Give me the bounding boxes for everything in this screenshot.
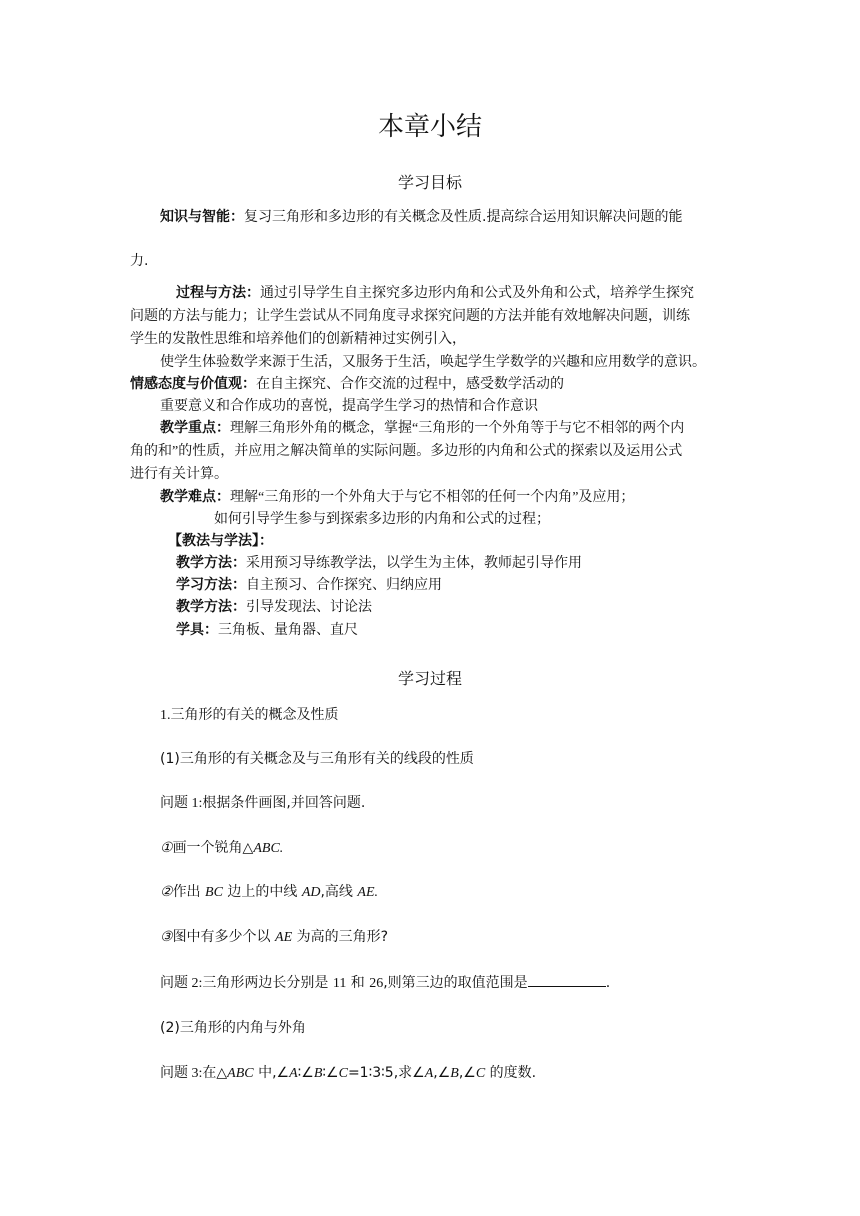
part-c-var-1: AE [275,930,293,945]
part-c-text-2: 为高的三角形? [292,929,389,945]
question-1-text: 根据条件画图,并回答问题. [202,795,366,811]
key-line-3: 进行有关计算。 [130,467,228,482]
question-3-var-3: B [313,1066,323,1081]
item-1 [160,705,339,726]
part-b-var-1: BC [205,885,223,900]
tools-line [176,621,358,641]
question-3-var-7: C [475,1066,486,1081]
key-label: 教学重点： [160,421,230,436]
process-line-3: 学生的发散性思维和培养他们的创新精神过实例引入， [130,332,466,347]
question-3-text-1: 在△ [202,1065,228,1081]
part-a-text: 画一个锐角△ [172,840,254,856]
knowledge-text: 复习三角形和多边形的有关概念及性质.提高综合运用知识解决问题的能 [244,209,683,225]
question-3-var-6: B [450,1066,459,1081]
question-2-num-1: 11 [332,976,347,991]
part-b-text-3: ,高线 [320,884,358,900]
item-1-text: 三角形的有关的概念及性质 [170,707,339,723]
emotion-text-1: 在自主探究、合作交流的过程中，感受数学活动的 [256,377,564,392]
process-line-2: 问题的方法与能力；让学生尝试从不同角度寻求探究问题的方法并能有效地解决问题，训练 [130,309,690,324]
part-a-var: ABC [253,841,280,856]
process-line-4: 使学生体验数学来源于生活，又服务于生活，唤起学生学数学的兴趣和应用数学的意识。 [160,355,706,370]
question-1-part-b [160,882,378,903]
part-b-number: ② [160,885,173,900]
part-a-end: . [279,841,284,856]
tools-label: 学具： [176,623,218,638]
key-line-2: 角的和”的性质，并应用之解决简单的实际问题。多边形的内角和公式的探索以及运用公式 [130,444,683,459]
teach-method2-line [176,598,372,618]
emotion-line-2: 重要意义和合作成功的喜悦，提高学生学习的热情和合作意识 [160,399,538,414]
page-title: 本章小结 [377,112,482,141]
teach-method-line [176,554,582,574]
question-2-num-2: 26 [369,976,384,991]
question-3 [160,1063,536,1084]
part-b-text-1: 作出 [172,884,206,900]
teach-method-text: 采用预习导练教学法，以学生为主体，教师起引导作用 [246,556,582,571]
part-a-number: ① [160,841,173,856]
question-2 [160,972,610,994]
question-3-var-2: A [289,1066,298,1081]
learn-method-label: 学习方法： [176,578,246,593]
question-1 [160,793,365,814]
tools-text: 三角板、量角器、直尺 [218,623,358,638]
question-3-text-3: ∶∠ [297,1065,314,1081]
question-2-text-3: ,则第三边的取值范围是 [383,975,528,991]
question-3-var-1: ABC [227,1066,254,1081]
question-2-text-1: 三角形两边长分别是 [202,975,333,991]
part-c-text-1: 图中有多少个以 [172,929,276,945]
key-line-1 [160,419,684,439]
question-1-label: 问题 1: [160,796,203,811]
emotion-line-1 [130,375,564,395]
knowledge-label: 知识与智能： [160,209,244,225]
process-label: 过程与方法： [176,286,260,301]
question-3-text-2: 中,∠ [253,1065,290,1081]
part-c-number: ③ [160,930,173,945]
item-1-number: 1. [160,708,171,723]
learn-method-text: 自主预习、合作探究、归纳应用 [246,578,442,593]
subsection-1: (1)三角形的有关概念及与三角形有关的线段的性质 [160,751,474,767]
teach-method-label: 教学方法： [176,556,246,571]
question-1-part-a [160,838,283,859]
difficulty-line-2: 如何引导学生参与到探索多边形的内角和公式的过程； [214,512,550,527]
learn-method-line [176,576,442,596]
method-heading: 【教法与学法】： [168,534,273,549]
teach-method2-text: 引导发现法、讨论法 [246,600,372,615]
question-2-label: 问题 2: [160,976,203,991]
question-3-text-8: 的度数. [485,1065,537,1081]
question-3-text-7: ,∠ [458,1065,476,1081]
question-3-text-6: ,∠ [433,1065,451,1081]
question-3-var-5: A [424,1066,434,1081]
part-b-var-2: AD [301,885,321,900]
emotion-label: 情感态度与价值观： [130,377,256,392]
difficulty-label: 教学难点： [160,490,230,505]
section-heading-process: 学习过程 [397,669,462,688]
subsection-2: (2)三角形的内角与外角 [160,1020,306,1036]
part-b-end: . [374,885,378,900]
key-text-1: 理解三角形外角的概念，掌握“三角形的一个外角等于与它不相邻的两个内 [230,421,685,436]
part-b-text-2: 边上的中线 [222,884,302,900]
teach-method2-label: 教学方法： [176,600,246,615]
question-2-end: . [605,975,611,991]
section-heading-objectives: 学习目标 [397,173,462,192]
question-3-text-4: ∶∠ [322,1065,339,1081]
knowledge-line-1 [160,207,682,227]
process-line-1 [176,284,694,304]
part-b-var-3: AE [357,885,375,900]
difficulty-line-1 [160,488,634,508]
question-3-label: 问题 3: [160,1066,203,1081]
question-2-text-2: 和 [346,975,370,991]
question-3-var-4: C [338,1066,348,1081]
knowledge-line-2: 力. [130,253,149,269]
question-1-part-c [160,927,388,948]
answer-blank[interactable] [528,972,606,987]
difficulty-text-1: 理解“三角形的一个外角大于与它不相邻的任何一个内角”及应用； [230,490,635,505]
process-text-1: 通过引导学生自主探究多边形内角和公式及外角和公式，培养学生探究 [260,286,694,301]
question-3-text-5: =1∶3∶5,求∠ [347,1065,425,1081]
